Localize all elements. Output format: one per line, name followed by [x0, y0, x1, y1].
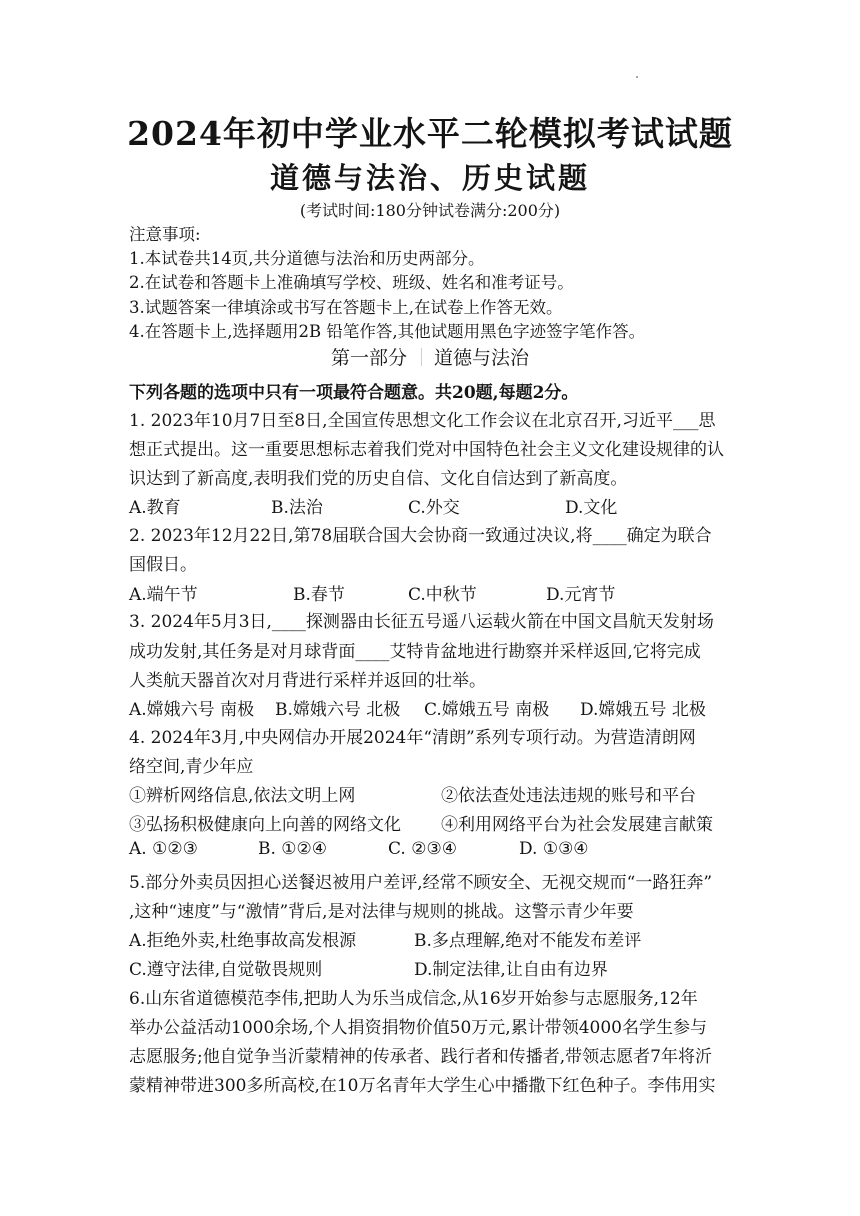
question-text: 1. 2023年10月7日至8日,全国宣传思想文化工作会议在北京召开,习近平___思 [129, 411, 716, 431]
question-text: 人类航天器首次对月背进行采样并返回的壮举。 [129, 671, 486, 691]
question-text: 识达到了新高度,表明我们党的历史自信、文化自信达到了新高度。 [129, 469, 628, 489]
scan-speck [636, 76, 638, 78]
exam-title: 2024年初中学业水平二轮模拟考试试题 [127, 114, 733, 153]
answer-option: A.端午节 [129, 585, 198, 605]
question-text: 举办公益活动1000余场,个人捐资捐物价值50万元,累计带领4000名学生参与 [129, 1018, 707, 1038]
question-text: 6.山东省道德模范李伟,把助人为乐当成信念,从16岁开始参与志愿服务,12年 [129, 989, 698, 1009]
answer-option: C.外交 [408, 498, 460, 518]
question-text: 4. 2024年3月,中央网信办开展2024年“清朗”系列专项行动。为营造清朗网 [129, 728, 696, 748]
section-header [0, 343, 860, 370]
answer-option: D.嫦娥五号 北极 [580, 700, 706, 720]
exam-time-score: (考试时间:180分钟试卷满分:200分) [299, 201, 561, 220]
answer-option: A. ①②③ [129, 839, 198, 859]
statement-item: ②依法查处违法违规的账号和平台 [441, 786, 696, 806]
question-text: 5.部分外卖员因担心送餐迟被用户差评,经常不顾安全、无视交规而“一路狂奔” [129, 873, 713, 893]
question-text: 蒙精神带进300多所高校,在10万名青年大学生心中播撒下红色种子。李伟用实 [129, 1076, 716, 1096]
answer-option: B.春节 [293, 585, 345, 605]
section-divider [421, 348, 422, 366]
answer-option: B.多点理解,绝对不能发布差评 [414, 931, 642, 951]
section-name: 道德与法治 [434, 347, 530, 369]
answer-option: D. ①③④ [519, 839, 589, 859]
answer-option: B. ①②④ [258, 839, 328, 859]
question-text: 3. 2024年5月3日,____探测器由长征五号遥八运载火箭在中国文昌航天发射场 [129, 612, 714, 632]
answer-option: D.文化 [565, 498, 618, 518]
answer-option: B.法治 [271, 498, 323, 518]
answer-option: C.中秋节 [408, 585, 477, 605]
question-text: 2. 2023年12月22日,第78届联合国大会协商一致通过决议,将____确定为联合 [129, 526, 712, 546]
answer-option: D.制定法律,让自由有边界 [414, 960, 608, 980]
statement-item: ①辨析网络信息,依法文明上网 [129, 786, 356, 806]
answer-option: B.嫦娥六号 北极 [275, 700, 401, 720]
section-instruction: 下列各题的选项中只有一项最符合题意。共20题,每题2分。 [129, 383, 579, 403]
answer-option: A.教育 [129, 498, 181, 518]
answer-option: C.嫦娥五号 南极 [424, 700, 550, 720]
statement-item: ④利用网络平台为社会发展建言献策 [441, 815, 713, 835]
question-text: 成功发射,其任务是对月球背面____艾特肯盆地进行勘察并采样返回,它将完成 [129, 642, 701, 662]
answer-option: C. ②③④ [388, 839, 457, 859]
exam-subtitle: 道德与法治、历史试题 [269, 161, 590, 195]
notice-heading: 注意事项: [129, 225, 201, 244]
notice-item: 4.在答题卡上,选择题用2B 铅笔作答,其他试题用黑色字迹签字笔作答。 [129, 322, 646, 341]
question-text: ,这种“速度”与“激情”背后,是对法律与规则的挑战。这警示青少年要 [129, 902, 634, 922]
question-text: 络空间,青少年应 [129, 757, 254, 777]
question-text: 想正式提出。这一重要思想标志着我们党对中国特色社会主义文化建设规律的认 [129, 440, 724, 460]
section-part-label: 第一部分 [330, 347, 407, 369]
question-text: 国假日。 [129, 555, 197, 575]
answer-option: A.嫦娥六号 南极 [129, 700, 255, 720]
notice-item: 3.试题答案一律填涂或书写在答题卡上,在试卷上作答无效。 [129, 298, 563, 317]
notice-item: 2.在试卷和答题卡上准确填写学校、班级、姓名和准考证号。 [129, 273, 574, 292]
notice-item: 1.本试卷共14页,共分道德与法治和历史两部分。 [129, 249, 485, 268]
answer-option: A.拒绝外卖,杜绝事故高发根源 [129, 931, 357, 951]
answer-option: D.元宵节 [546, 585, 616, 605]
answer-option: C.遵守法律,自觉敬畏规则 [129, 960, 323, 980]
statement-item: ③弘扬积极健康向上向善的网络文化 [129, 815, 401, 835]
question-text: 志愿服务;他自觉争当沂蒙精神的传承者、践行者和传播者,带领志愿者7年将沂 [129, 1047, 712, 1067]
